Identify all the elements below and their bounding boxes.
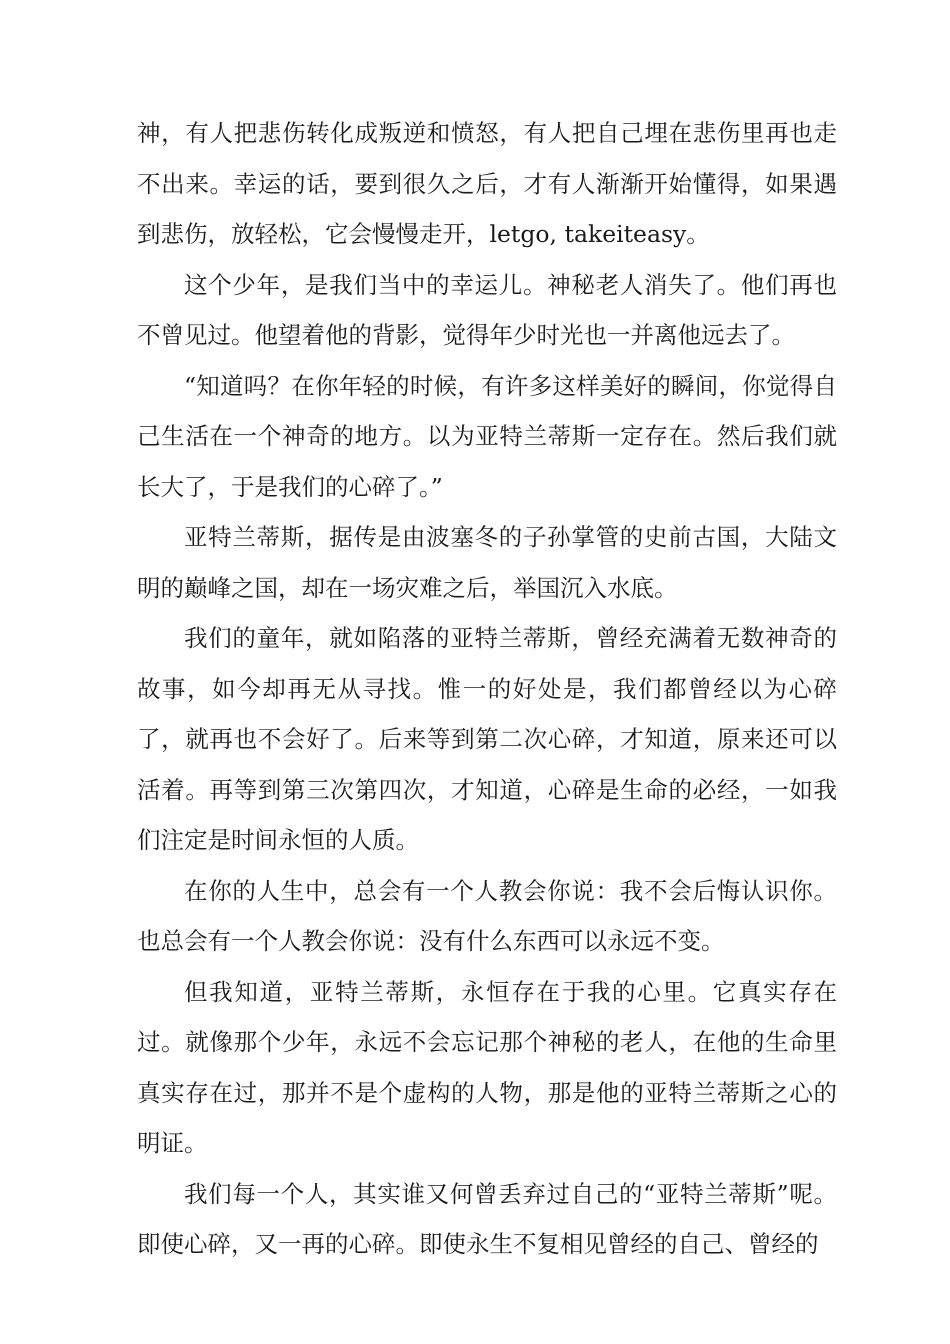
paragraph: 我们每一个人，其实谁又何曾丢弃过自己的“亚特兰蒂斯”呢。即使心碎，又一再的心碎。即使永生不复相见曾经的自己、曾经的 [137, 1179, 837, 1258]
text-body [137, 108, 837, 1270]
paragraph: 亚特兰蒂斯，据传是由波塞冬的子孙掌管的史前古国，大陆文明的巅峰之国，却在一场灾难之后，举国沉入水底。 [137, 523, 837, 602]
paragraph: “知道吗？在你年轻的时候，有许多这样美好的瞬间，你觉得自己生活在一个神奇的地方。以为亚特兰蒂斯一定存在。然后我们就长大了，于是我们的心碎了。” [137, 371, 837, 501]
paragraph: 神，有人把悲伤转化成叛逆和愤怒，有人把自己埋在悲伤里再也走不出来。幸运的话，要到很久之后，才有人渐渐开始懂得，如果遇到悲伤，放轻松，它会慢慢走开，letgo, takeiteasy。 [137, 119, 837, 248]
paragraph: 我们的童年，就如陷落的亚特兰蒂斯，曾经充满着无数神奇的故事，如今却再无从寻找。惟一的好处是，我们都曾经以为心碎了，就再也不会好了。后来等到第二次心碎，才知道，原来还可以活着。再等到第三次第四次，才知道，心碎是生命的必经，一如我们注定是时间永恒的人质。 [137, 624, 837, 854]
paragraph: 这个少年，是我们当中的幸运儿。神秘老人消失了。他们再也不曾见过。他望着他的背影，觉得年少时光也一并离他远去了。 [137, 270, 837, 349]
paragraph: 在你的人生中，总会有一个人教会你说：我不会后悔认识你。也总会有一个人教会你说：没有什么东西可以永远不变。 [137, 876, 837, 955]
paragraph: 但我知道，亚特兰蒂斯，永恒存在于我的心里。它真实存在过。就像那个少年，永远不会忘记那个神秘的老人，在他的生命里真实存在过，那并不是个虚构的人物，那是他的亚特兰蒂斯之心的明证。 [137, 977, 837, 1157]
